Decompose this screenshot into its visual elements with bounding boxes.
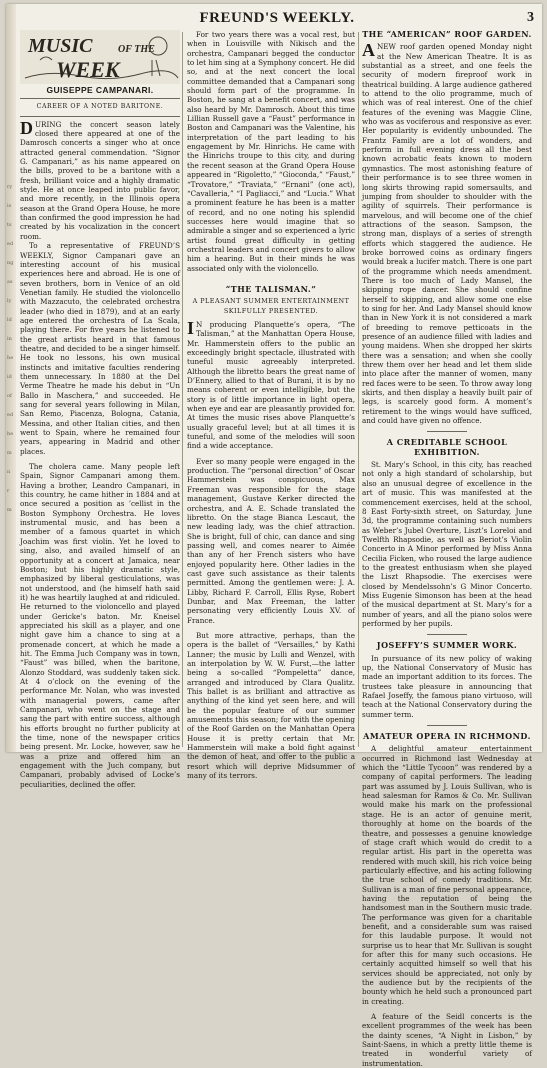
article-headline: JOSEFFY’S SUMMER WORK. — [376, 640, 518, 651]
masthead-word: MUSIC — [28, 35, 93, 57]
rule — [20, 116, 180, 117]
paragraph — [20, 117, 180, 241]
article-headline: AMATEUR OPERA IN RICHMOND. — [363, 731, 531, 742]
edge-fragment: n — [7, 469, 11, 475]
column-divider — [358, 32, 359, 747]
paragraph-text: URING the concert season lately closed there appeared at one of the Damrosch concerts a singer who at once attracted general commendation. “Signor G. Campanari,” as his name appeared on the bills, proved to be a baritone with a fresh, brilliant voice and a highly dramatic style. He at once leaped into public favor, and more recently, in the Illinois opera season at the Grand Opera House, he more than confirmed the good impression he had created by his vocalization in the concert room. — [20, 119, 180, 241]
edge-fragment: m — [7, 507, 12, 513]
edge-fragment: m — [7, 450, 12, 456]
edge-fragment: as — [7, 279, 13, 285]
rule — [427, 634, 467, 635]
article-headline: A CREDITABLE SCHOOL EXHIBITION. — [386, 437, 508, 457]
article-subhead: CAREER OF A NOTED BARITONE. — [36, 103, 164, 111]
paragraph — [187, 317, 355, 451]
edge-fragment: of — [7, 393, 12, 399]
edge-fragment: ed — [7, 412, 14, 418]
drop-cap: D — [20, 117, 33, 138]
rule — [427, 431, 467, 432]
drop-cap: A — [362, 40, 375, 61]
rule — [427, 725, 467, 726]
edge-fragment: he — [7, 355, 14, 361]
edge-fragment: ry — [7, 184, 13, 190]
column-2 — [187, 30, 355, 780]
paragraph: Ever so many people were engaged in the production. The “personal direction” of Oscar Hammerstein was conspicuous, Max Freeman was responsible for the stage management, Gustave Kerker directed the orchestra, and A. E. Schade translated the libretto. On the stage Bianca Lescaut, the new leading lady, was the chief attraction. She is bright, full of chic, can dance and sing passing well, and comes nearer to Aimée than any of her French sisters who have enjoyed popularity here. Other ladies in the cast gave such assistance as their talents permitted. Among the gentlemen were: J. A. Libby, Richard F. Carroll, Ellis Ryse, Robert Dunbar, and Max Freeman, the latter personating very efficiently Louis XV. of France. — [187, 456, 355, 625]
paragraph: The cholera came. Many people left Spain, Signor Campanari among them. Having a brother, Leandro Campanari, in this country, he came hither in 1884 and at once secured a position as ’cellist in the Boston Symphony Orchestra. He loves instrumental music, and has been a member of a famous quartet in which Joachim was first violin. Yet he loved to sing, also, and availed himself of an opportunity at a concert at Jamaica, near Boston; but his highly dramatic style, emphasized by liberal gesticulations, was not understood, and (he himself hath said it) he was heartily laughed at and ridiculed. He returned to the violoncello and played under Gericke’s baton. Mr. Kneisel appreciated his skill as a player, and one night gave him a chance to sing at a promenade concert, at which he made a hit. The Emma Juch Company was in town, “Faust” was billed, when the baritone, Alonzo Stoddard, was suddenly taken sick. At 4 o’clock on the evening of the performance Mr. Nolan, who was invested with managerial powers, came after Campanari, who went on the stage and sang the part with entire success, although his efforts brought no further publicity at the time, none of the newspaper critics being present. Mr. Locke, however, saw he was a prize and offered him an engagement with the Juch company, but Campanari, probably advised of Locke’s peculiarities, declined the offer. — [20, 462, 180, 789]
edge-fragment: he — [7, 431, 14, 437]
paragraph: For two years there was a vocal rest, but when in Louisville with Nikisch and the orchestra, Campanari begged the conductor to let him sing at a Symphony concert. He did so, and at the next concert the local committee demanded that a Campanari song should form part of the programme. In Boston, he sang at a benefit concert, and was also heard by Mr. Damrosch. About this time Lillian Russell gave a “Faust” performance in Boston and Campanari was the Valentine, his interpretation of the part leading to his engagement by Mr. Hinrichs. He came with the Hinrichs troupe to this city, and during the recent season at the Grand Opera House appeared in “Rigoletto,” “Gioconda,” “Faust,” “Trovatore,” “Traviata,” “Ernani” (one act), “Cavalleria,” “I Pagliacci,” and “Lucia.” What a prominent feature he has been is a matter of record, and no one noting his splendid successes here would imagine that so admirable a singer and so experienced a lyric artist found great difficulty in getting orchestral leaders and concert givers to allow him a hearing. But in their minds he was associated only with the violoncello. — [187, 30, 355, 273]
article-headline: THE “AMERICAN” ROOF GARDEN. — [362, 29, 532, 39]
edge-fragment: ly — [7, 298, 12, 304]
edge-fragment: r — [7, 488, 10, 494]
masthead-word: OF THE — [118, 44, 155, 55]
masthead-illustration — [20, 30, 180, 84]
running-title: FREUND'S WEEKLY. — [199, 10, 355, 26]
edge-fragment: ng — [7, 260, 14, 266]
facing-page-edge — [6, 4, 16, 752]
portrait-name: GUISEPPE CAMPANARI. — [46, 85, 154, 95]
column-3 — [362, 30, 532, 1068]
edge-fragment: ts — [7, 222, 12, 228]
paragraph: To a representative of FREUND’S WEEKLY, Signor Campanari gave an interesting account of his musical experiences here and abroad. He is one of seven brothers, born in Venice of an old Venetian family. He studied the violoncello with Mazzacuto, the celebrated orchestra leader (who died in 1879), and at an early age entered the orchestra of La Scala, playing there. For five years he listened to the great artists heard in that famous theatre, and decided to be a singer himself. He took no lessons, his own musical instincts and imitative faculties rendering them unnecessary. In 1880 at the Del Verme Theatre he made his debut in “Un Ballo in Maschera,” and succeeded. He sang for several years following in Milan, San Remo, Piacenza, Bologna, Catania, Messina, and other Italian cities, and then went to Spain, where he remained four years, appearing in Madrid and other places. — [20, 241, 180, 456]
edge-fragment: ed — [7, 241, 14, 247]
column-divider — [182, 32, 183, 747]
edge-fragment: ld — [7, 317, 12, 323]
paragraph-text: N producing Planquette’s opera, “The Talisman,” at the Manhattan Opera House, Mr. Hammerstein offers to the public an exceedingly bright spectacle, illustrated with tuneful music agreeably interpreted. Although the libretto bears the great name of D’Ennery, allied to that of Burani, it is by no means coherent or even intelligible, but the story is of little importance in light opera, when eye and ear are pleasantly provided for. At times the music rises above Planquette’s usually graceful level; but at all times it is tuneful, and some of the melodies will soon find a wide acceptance. — [187, 319, 355, 451]
paragraph: A delightful amateur entertainment occurred in Richmond last Wednesday at which the “Little Tycoon” was rendered by a company of capital performers. The leading part was assumed by J. Louis Sullivan, who is head salesman for Ramos & Co. Mr. Sullivan would make his mark on the professional stage. He is an actor of genuine merit, thoroughly at home on the boards of the theatre, and possesses a genuine knowledge of stage craft which would do credit to a regular artist. His part in the operetta was rendered with much skill, his rich voice being particularly effective, and his acting following the true school of comedy traditions. Mr. Sullivan is a man of fine personal appearance, having the reputation of being the handsomest man in the Southern music trade. The performance was given for a charitable benefit, and a considerable sum was raised for this laudable purpose. It would not surprise us to hear that Mr. Sullivan is sought for after this for many such occasions. He certainly acquitted himself so well that his services should be appreciated, not only by the audience but by the recipients of the bounty which he held such a pronounced part in creating. — [362, 744, 532, 1006]
paragraph — [362, 42, 532, 425]
column-1 — [20, 30, 180, 789]
edge-fragment: is — [7, 203, 12, 209]
page-number: 3 — [527, 10, 534, 25]
edge-fragment: in — [7, 336, 12, 342]
page-header — [18, 10, 536, 28]
article-subhead: A PLEASANT SUMMER ENTERTAINMENT SKILFULLY PRESENTED. — [192, 297, 350, 315]
paragraph: In pursuance of its new policy of waking up, the National Conservatory of Music has made an important addition to its forces. The trustees take pleasure in announcing that Rafael Joseffy, the famous piano virtuoso, will teach at the National Conservatory during the summer term. — [362, 653, 532, 719]
paragraph: But more attractive, perhaps, than the opera is the ballet of “Versailles,” by Kathi Lanner; the music by Lulli and Wenzel, with an interpolation by W. W. Furst,—the latter being a so-called “Pompeletta” dance, arranged and introduced by Clara Qualitz. This ballet is as brilliant and attractive as anything of the kind yet seen here, and will be the popular feature of our summer amusements this season; for with the opening of the Roof Garden on the Manhattan Opera House it is pretty certain that Mr. Hammerstein will make a bold fight against the demon of heat, and offer to the public a resort which will deprive Midsummer of many of its terrors. — [187, 630, 355, 781]
newspaper-page — [6, 4, 542, 1068]
article-headline: “THE TALISMAN.” — [225, 283, 317, 294]
drop-cap: I — [187, 317, 195, 338]
rule — [20, 98, 180, 99]
paragraph: St. Mary’s School, in this city, has reached not only a high standard of scholarship, but also an unusual degree of excellence in the art of music. This was manifested at the commencement exercises, held at the school, 8 East Forty-sixth street, on Saturday, June 3d, the programme containing such numbers as Weber’s Jubel Overture, Liszt’s Loreloi and Twelfth Rhapsodie, as well as Beriot’s Violin Concerto in A Minor performed by Miss Anna Cecilia Ficken, who roused the large audience to the greatest enthusiasm when she played the Liszt Rhapsodie. The exercises were closed by Mendelssohn’s G Minor Concerto. Miss Eugenie Simonson has been at the head of the musical department at St. Mary’s for a number of years, and all the piano solos were performed by her pupils. — [362, 460, 532, 628]
paragraph: A feature of the Seidl concerts is the excellent programmes of the week has been the dainty scenes, “A Night in Lisbon,” by Saint-Saens, in which a pretty little theme is treated in wonderful variety of instrumentation. — [362, 1012, 532, 1068]
masthead-word: WEEK — [56, 57, 120, 82]
paragraph-text: NEW roof garden opened Monday night at the New American Theatre. It is as substantial as a street, and one feels the security of modern fireproof work in theatrical building. A large audience gathered to attend to the olio programme, much of which was of real interest. One of the chief features of the evening was Maggie Cline, who was as vociferous and responsive as ever. Her popularity is evidently unbounded. The Frantz Family are a lot of wonders, and perform in full evening dress all the best known acrobatic feats known to modern gymnastics. The most astonishing feature of their performance is to see three women in long skirts throwing rapid somersaults, and jumping from shoulder to shoulder with the agility of squirrels. Their performance is marvelous, and will become one of the chief attractions of the season. Sampson, the strong man, displays of a series of strength efforts which staggered the audience. He broke borrowed coins as ordinary fingers would break a lucifer match. There is one part of the programme which needs amendment. There is too much of Lady Mansel, the skipping rope dancer. She should confine herself to skipping, and allow some one else to sing for her. And Lady Mansel should know than in New York it is not considered a mark of breeding to remove petticoats in the presence of an audience filled with ladies and young maidens. When she dropped her skirts there was a sensation; and when she coolly threw them over her head and let them slide into place after the manner of women, many red faces were to be seen. To throw away long skirts, and then display a heavily built pair of legs, is scarcely good form. A moment’s retirement to the wings would have sufficed, and could have given no offence. — [362, 42, 532, 426]
edge-fragment: id — [7, 374, 12, 380]
